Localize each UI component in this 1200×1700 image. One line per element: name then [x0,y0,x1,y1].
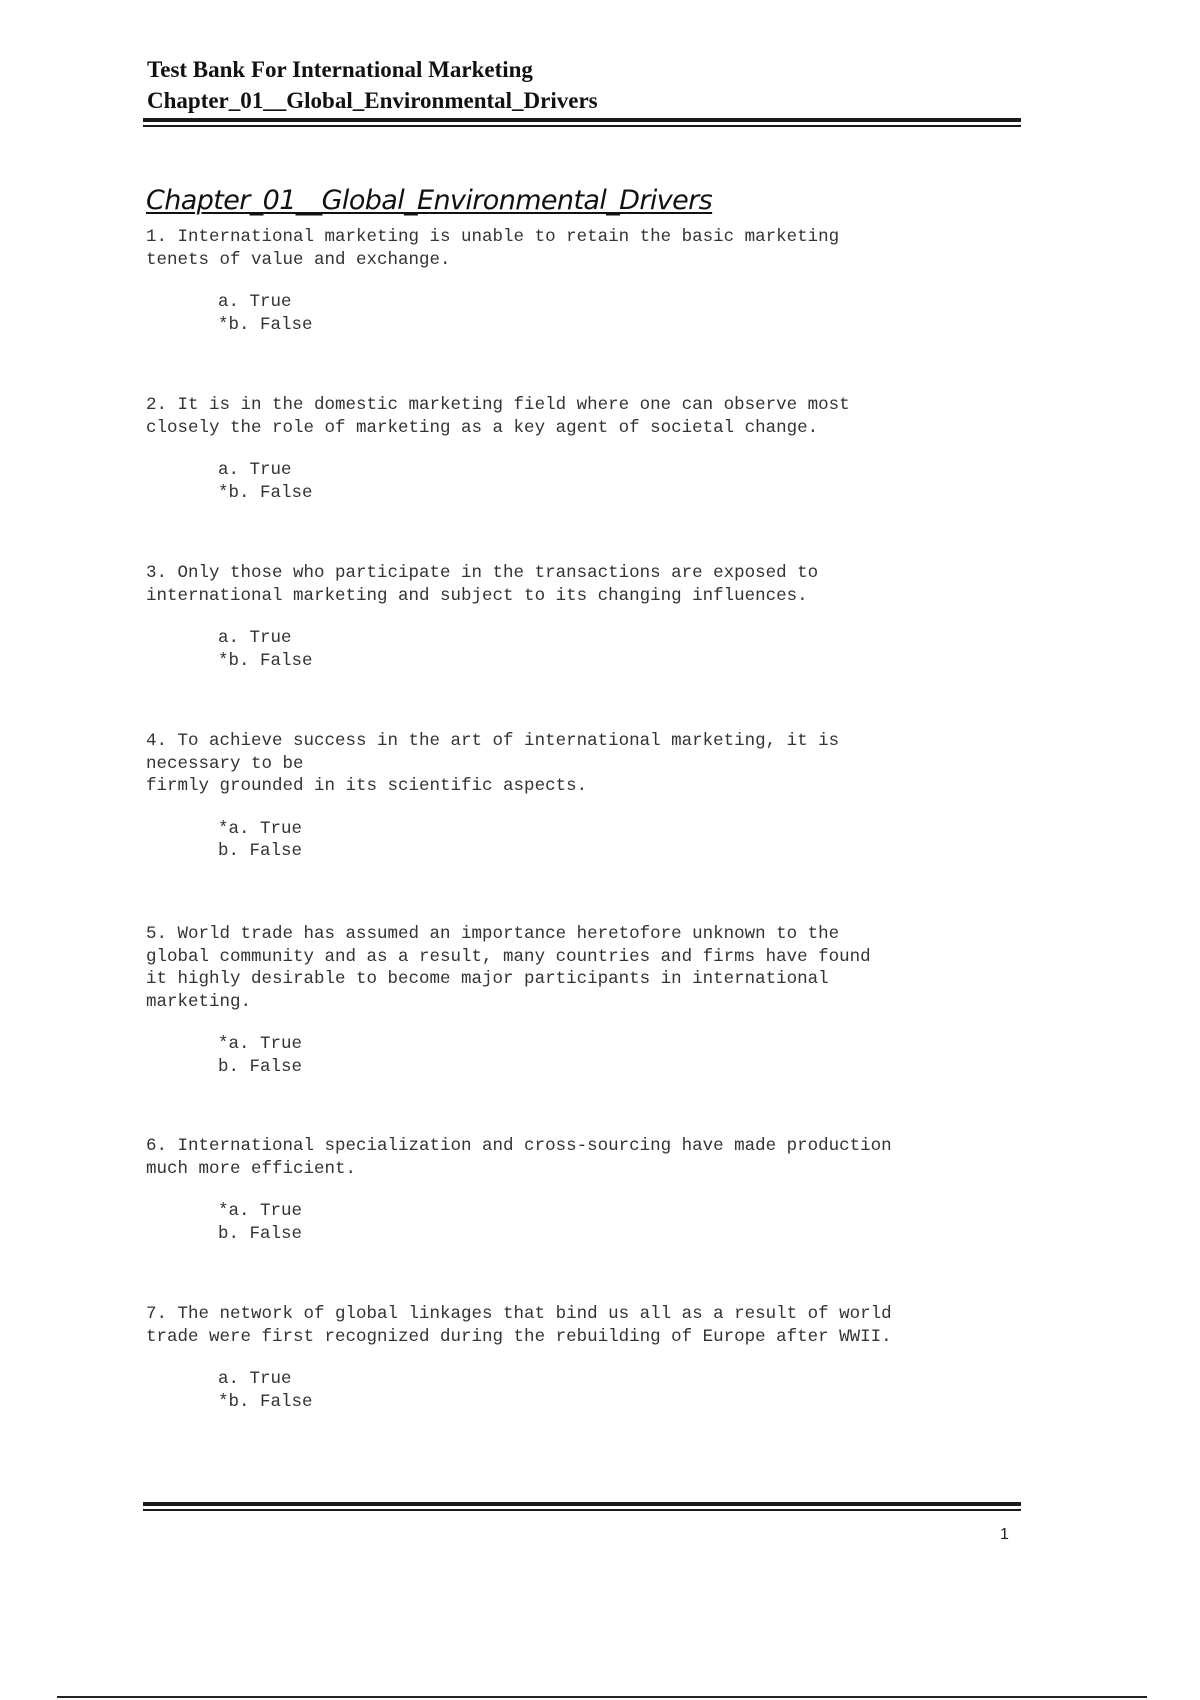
answer-options [218,818,839,863]
question-text: 6. International specialization and cross-sourcing have made production much more efficient. [146,1136,892,1179]
option-a: *a. True [218,818,303,839]
question-1 [146,226,839,336]
header-chapter-title: Chapter_01__Global_Environmental_Drivers [147,88,598,113]
question-6 [146,1135,892,1245]
answer-options [218,1033,871,1078]
option-a: *a. True [218,1034,303,1054]
answer-options [218,1368,892,1413]
option-b: *b. False [218,482,313,503]
question-5 [146,923,871,1078]
question-text: 2. It is in the domestic marketing field where one can observe most closely the role of marketing as a key agent of societal change. [146,395,850,438]
answer-options [218,291,839,336]
header-book-title: Test Bank For International Marketing [147,57,533,82]
chapter-heading: Chapter_01__Global_Environmental_Drivers [146,185,713,216]
question-text: 5. World trade has assumed an importance heretofore unknown to the global community and as a result, many countries and firms have found it highly desirable to become major participants in international marketing. [146,924,871,1012]
answer-options [218,627,818,672]
option-b: b. False [218,1056,303,1077]
option-a: *a. True [218,1201,303,1221]
option-b: b. False [218,841,303,861]
question-3 [146,562,818,672]
option-b: b. False [218,1223,303,1244]
answer-options [218,459,850,504]
option-b: *b. False [218,1391,313,1412]
question-text: 7. The network of global linkages that bind us all as a result of world trade were first recognized during the rebuilding of Europe after WWII. [146,1304,892,1347]
option-a: a. True [218,292,292,312]
option-a: a. True [218,460,292,480]
answer-options [218,1200,892,1245]
question-4 [146,730,839,863]
running-header [147,54,1017,116]
question-2 [146,394,850,504]
question-text: 1. International marketing is unable to retain the basic marketing tenets of value and exchange. [146,227,840,270]
page-number: 1 [1000,1526,1009,1543]
question-7 [146,1303,892,1413]
footer-double-rule [143,1502,1021,1511]
page-bottom-divider [57,1696,1147,1698]
question-text: 4. To achieve success in the art of international marketing, it is necessary to be firmly grounded in its scientific aspects. [146,731,840,796]
option-b: *b. False [218,314,313,335]
question-text: 3. Only those who participate in the transactions are exposed to international marketing and subject to its changing influences. [146,563,819,606]
header-double-rule [143,118,1021,127]
option-b: *b. False [218,650,313,671]
option-a: a. True [218,1369,292,1389]
option-a: a. True [218,628,292,648]
